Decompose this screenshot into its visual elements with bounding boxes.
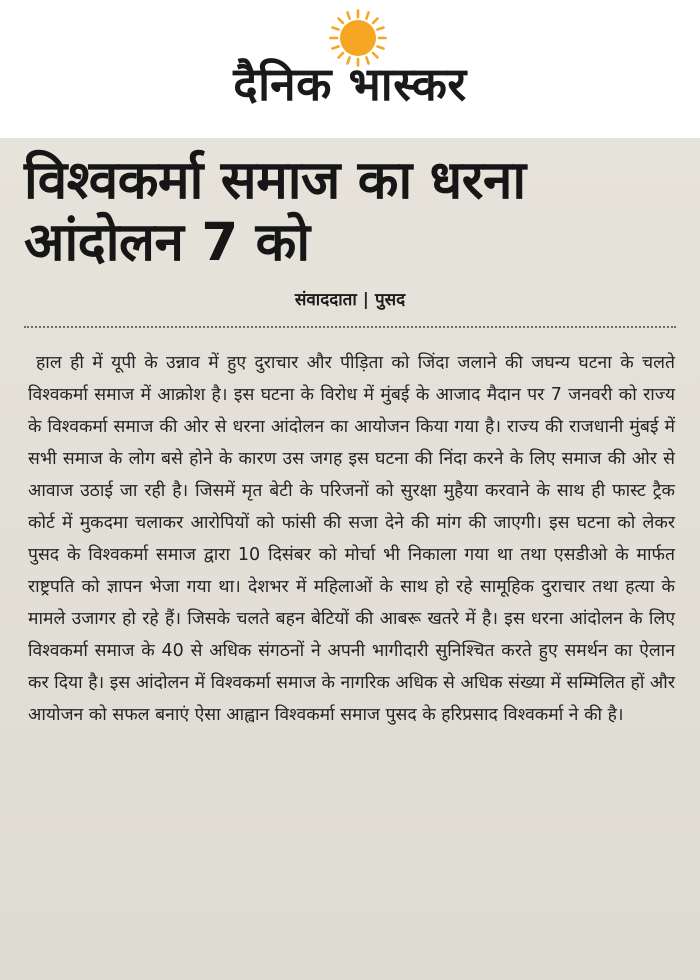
article-body: हाल ही में यूपी के उन्नाव में हुए दुराचार और पीड़िता को जिंदा जलाने की जघन्य घटना के चलते विश्वकर्मा समाज में आक्रोश है। इस घटना के विरोध में मुंबई के आजाद मैदान पर 7 जनवरी को राज्य के विश्वकर्मा समाज की ओर से धरना आंदोलन का आयोजन किया गया है। राज्य की राजधानी मुंबई में सभी समाज के लोग बसे होने के कारण उस जगह इस घटना की निंदा करने के लिए समाज की ओर से आवाज उठाई जा रही है। जिसमें मृत बेटी के परिजनों को सुरक्षा मुहैया करवाने के साथ ही फास्ट ट्रैक कोर्ट में मुकदमा चलाकर आरोपियों को फांसी की सजा देने की मांग की जाएगी। इस घटना को लेकर पुसद के विश्वकर्मा समाज द्वारा 10 दिसंबर को मोर्चा भी निकाला गया था तथा एसडीओ के मार्फत राष्ट्रपति को ज्ञापन भेजा गया था। देशभर में महिलाओं के साथ हो रहे सामूहिक दुराचार तथा हत्या के मामले उजागर हो रहे हैं। जिसके चलते बहन बेटियों की आबरू खतरे में है। इस धरना आंदोलन के लिए विश्वकर्मा समाज के 40 से अधिक संगठनों ने अपनी भागीदारी सुनिश्चित करते हुए समर्थन का ऐलान कर दिया है। इस आंदोलन में विश्वकर्मा समाज के नागरिक अधिक से अधिक संख्या में सम्मिलित हों और आयोजन को सफल बनाएं ऐसा आह्वान विश्वकर्मा समाज पुसद के हरिप्रसाद विश्वकर्मा ने की है। [28, 353, 675, 725]
sun-disc [340, 20, 376, 56]
headline-line-2: आंदोलन 7 को [24, 212, 310, 273]
byline-separator: | [362, 290, 369, 310]
dotted-divider [24, 326, 676, 328]
byline-place: पुसद [374, 290, 406, 310]
article-byline [0, 288, 700, 312]
newspaper-masthead [0, 0, 700, 138]
newspaper-clipping [0, 138, 700, 980]
article-headline [24, 150, 684, 274]
headline-line-1: विश्वकर्मा समाज का धरना [24, 150, 526, 211]
newspaper-brand-name: दैनिक भास्कर [233, 57, 467, 111]
byline-author: संवाददाता [294, 290, 357, 310]
